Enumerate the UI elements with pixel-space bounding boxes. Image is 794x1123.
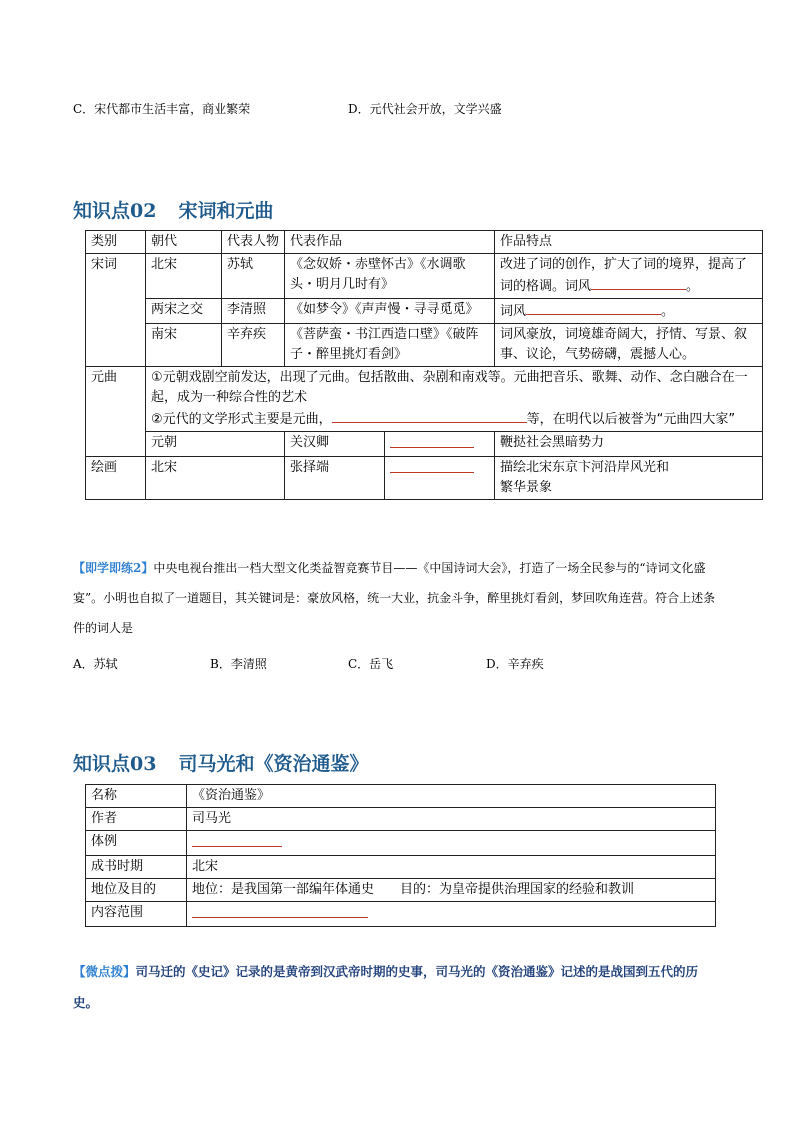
option-d: D．元代社会开放，文学兴盛 bbox=[348, 102, 502, 116]
works-cell: 《念奴娇・赤壁怀古》《水调歌头・明月几时有》 bbox=[285, 254, 495, 299]
dynasty-cell: 北宋 bbox=[146, 254, 222, 299]
value-cell: 司马光 bbox=[187, 808, 716, 831]
person-cell: 张择端 bbox=[285, 457, 385, 500]
label-cell: 名称 bbox=[86, 785, 187, 808]
heading-title: 司马光和《资治通鉴》 bbox=[178, 753, 369, 775]
person-cell: 辛弃疾 bbox=[222, 324, 285, 367]
practice-tag: 【即学即练2】 bbox=[73, 561, 154, 575]
answer-option: A．苏轼 bbox=[73, 657, 118, 671]
works-cell: 《如梦令》《声声慢・寻寻觅觅》 bbox=[285, 299, 495, 324]
tip-text: 司马迁的《史记》记录的是黄帝到汉武帝时期的史事，司马光的《资治通鉴》记述的是战国到五代的历史。 bbox=[73, 964, 699, 1010]
header-cell: 朝代 bbox=[146, 231, 222, 254]
answer-option: D．辛弃疾 bbox=[486, 657, 544, 671]
label-cell: 作者 bbox=[86, 808, 187, 831]
category-cell: 绘画 bbox=[86, 457, 146, 500]
header-cell: 代表人物 bbox=[222, 231, 285, 254]
dynasty-cell: 南宋 bbox=[146, 324, 222, 367]
table-row bbox=[86, 432, 763, 457]
zizhi-tongjian-table bbox=[85, 784, 716, 927]
feature-cell bbox=[495, 254, 763, 299]
songci-yuanqu-table bbox=[85, 230, 763, 500]
person-cell: 关汉卿 bbox=[285, 432, 385, 457]
table-row bbox=[86, 856, 716, 879]
works-cell: 《菩萨蛮・书江西造口壁》《破阵子・醉里挑灯看剑》 bbox=[285, 324, 495, 367]
label-cell: 成书时期 bbox=[86, 856, 187, 879]
tip-note bbox=[73, 956, 723, 1018]
tip-tag: 【微点拨】 bbox=[73, 964, 136, 979]
value-cell bbox=[187, 831, 716, 856]
feature-cell bbox=[495, 299, 763, 324]
fill-blank bbox=[591, 275, 686, 290]
feature-cell: 词风豪放，词境雄奇阔大，抒情、写景、叙事、议论，气势磅礴，震撼人心。 bbox=[495, 324, 763, 367]
practice-question bbox=[73, 553, 723, 643]
value-cell: 《资治通鉴》 bbox=[187, 785, 716, 808]
header-cell: 作品特点 bbox=[495, 231, 763, 254]
table-row bbox=[86, 831, 716, 856]
heading-number: 知识点03 bbox=[73, 753, 157, 775]
practice-text: 中央电视台推出一档大型文化类益智竞赛节目——《中国诗词大会》，打造了一场全民参与的“诗词文化盛宴”。小明也自拟了一道题目，其关键词是：豪放风格，统一大业，抗金斗争，醉里挑灯看剑，梦回吹角连营。符合上述条件的词人是 bbox=[73, 561, 716, 635]
feature-text: 。 bbox=[686, 279, 700, 294]
table-row bbox=[86, 808, 716, 831]
category-cell: 宋词 bbox=[86, 254, 146, 367]
value-cell: 北宋 bbox=[187, 856, 716, 879]
section-heading bbox=[73, 749, 368, 776]
table-row bbox=[86, 879, 716, 902]
category-cell: 元曲 bbox=[86, 367, 146, 457]
header-cell: 类别 bbox=[86, 231, 146, 254]
fill-blank bbox=[192, 903, 368, 918]
table-row bbox=[86, 785, 716, 808]
heading-title: 宋词和元曲 bbox=[178, 200, 274, 222]
table-row bbox=[86, 367, 763, 432]
dynasty-cell: 元朝 bbox=[146, 432, 285, 457]
works-cell bbox=[385, 457, 495, 500]
label-cell: 内容范围 bbox=[86, 902, 187, 927]
table-row bbox=[86, 254, 763, 299]
yuanqu-text-1: ①元朝戏剧空前发达，出现了元曲。包括散曲、杂剧和南戏等。元曲把音乐、歌舞、动作、念白融合在一起，成为一种综合性的艺术 bbox=[151, 370, 748, 405]
table-row bbox=[86, 324, 763, 367]
feature-text: 词风 bbox=[500, 304, 527, 319]
yuanqu-text-2: ②元代的文学形式主要是元曲， 等，在明代以后被誉为“元曲四大家” bbox=[151, 408, 757, 430]
option-c: C．宋代都市生活丰富，商业繁荣 bbox=[73, 102, 251, 116]
feature-cell: 鞭挞社会黑暗势力 bbox=[495, 432, 763, 457]
value-cell bbox=[187, 902, 716, 927]
answer-option: C．岳飞 bbox=[348, 657, 394, 671]
works-cell bbox=[385, 432, 495, 457]
label-cell: 地位及目的 bbox=[86, 879, 187, 902]
fill-blank bbox=[332, 408, 527, 423]
table-row bbox=[86, 299, 763, 324]
table-row bbox=[86, 902, 716, 927]
section-heading bbox=[73, 196, 273, 223]
person-cell: 李清照 bbox=[222, 299, 285, 324]
header-cell: 代表作品 bbox=[285, 231, 495, 254]
value-cell: 地位：是我国第一部编年体通史 目的：为皇帝提供治理国家的经验和教训 bbox=[187, 879, 716, 902]
dynasty-cell: 北宋 bbox=[146, 457, 285, 500]
fill-blank bbox=[192, 832, 282, 847]
table-header-row bbox=[86, 231, 763, 254]
yuanqu-text-cell bbox=[146, 367, 763, 432]
dynasty-cell: 两宋之交 bbox=[146, 299, 222, 324]
answer-option: B．李清照 bbox=[210, 657, 267, 671]
fill-blank bbox=[526, 300, 661, 315]
feature-text: 改进了词的创作，扩大了词的境界，提高了词的格调。词风 bbox=[500, 257, 748, 294]
feature-text: 。 bbox=[661, 304, 675, 319]
feature-cell: 描绘北宋东京卞河沿岸风光和繁华景象 bbox=[495, 457, 763, 500]
heading-number: 知识点02 bbox=[73, 200, 157, 222]
table-row bbox=[86, 457, 763, 500]
fill-blank bbox=[390, 433, 474, 448]
label-cell: 体例 bbox=[86, 831, 187, 856]
person-cell: 苏轼 bbox=[222, 254, 285, 299]
fill-blank bbox=[390, 458, 474, 473]
